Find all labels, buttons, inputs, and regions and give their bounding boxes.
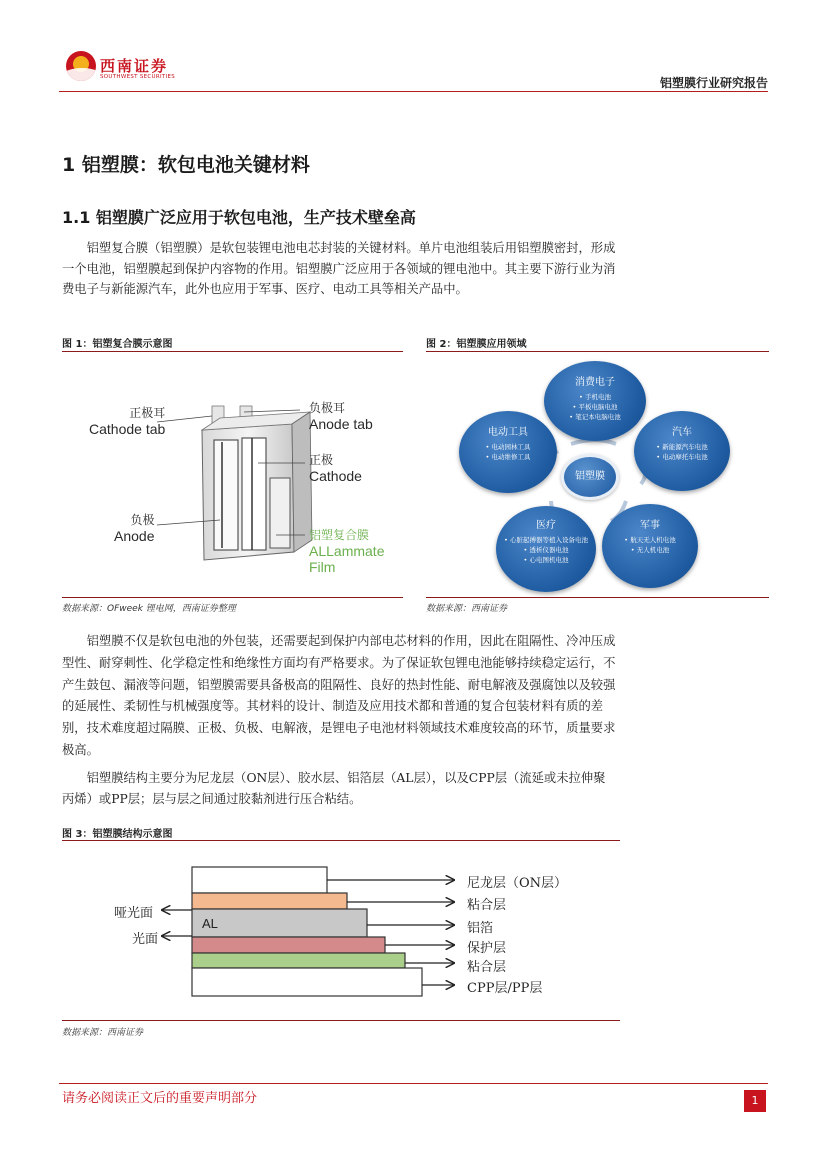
figure1-diagram: [62, 360, 403, 596]
matte-side-label: 哑光面: [114, 906, 154, 921]
node-consumer-electronics: 消费电子 • 手机电池 • 平板电脑电池 • 笔记本电脑电池: [544, 361, 646, 441]
logo-mark: [66, 51, 96, 81]
label-adhesive-2: 粘合层: [467, 960, 507, 975]
figure3-source: 数据来源：西南证券: [62, 1028, 144, 1038]
film-label: 铝塑复合膜 ALLammate Film: [309, 528, 385, 575]
page-number: 1: [744, 1090, 766, 1112]
figure2-caption: 图 2：铝塑膜应用领域: [426, 339, 527, 350]
section-heading: 1 铝塑膜：软包电池关键材料: [62, 154, 310, 176]
figure1-caption: 图 1：铝塑复合膜示意图: [62, 339, 173, 350]
figure3-bottom-rule: [62, 1020, 620, 1021]
cathode-tab-label: 正极耳 Cathode tab: [89, 406, 166, 437]
subsection-heading: 1.1 铝塑膜广泛应用于软包电池，生产技术壁垒高: [62, 208, 416, 227]
node-automotive: 汽车 • 新能源汽车电池 • 电动摩托车电池: [634, 411, 730, 491]
layer-adhesive-2: [192, 953, 405, 968]
figure1-bottom-rule: [62, 597, 403, 598]
al-label: AL: [202, 916, 218, 931]
figure1-source: 数据来源：OFweek 锂电网，西南证券整理: [62, 604, 236, 614]
label-protective: 保护层: [467, 941, 507, 956]
node-military: 军事 • 航天无人机电池 • 无人机电池: [602, 504, 698, 588]
node-medical: 医疗 • 心脏起搏器等植入设备电池 • 透析仪器电池 • 心电图机电池: [496, 506, 596, 592]
anode-label: 负极 Anode: [114, 513, 155, 544]
paragraph-requirements: 铝塑膜不仅是软包电池的外包装，还需要起到保护内部电芯材料的作用，因此在阻隔性、冷冲压成型性、耐穿刺性、化学稳定性和绝缘性方面均有严格要求。为了保证软包锂电池能够持续稳定运行，不产生鼓包、漏液等问题，铝塑膜需要具备极高的阻隔性、良好的热封性能、耐电解液及强腐蚀以及较强的延展性、柔韧性与机械强度等。其材料的设计、制造及应用技术都和普通的复合包装材料有质的差别，技术难度超过隔膜、正极、负极、电解液，是锂电子电池材料领域技术难度较高的环节，质量要求极高。: [62, 634, 616, 757]
paragraph-structure: 铝塑膜结构主要分为尼龙层（ON层）、胶水层、铝箔层（AL层），以及CPP层（流延或未拉伸聚丙烯）或PP层；层与层之间通过胶黏剂进行压合粘结。: [62, 771, 606, 806]
label-adhesive-1: 粘合层: [467, 898, 507, 913]
layer-protective: [192, 937, 385, 953]
report-title: 铝塑膜行业研究报告: [659, 76, 768, 90]
figure3-caption: 图 3：铝塑膜结构示意图: [62, 829, 173, 840]
node-power-tools: 电动工具 • 电动园林工具 • 电动维修工具: [459, 411, 557, 493]
logo-text-cn: 西南证券: [100, 57, 169, 75]
layer-aluminum: [192, 909, 367, 937]
label-aluminum: 铝箔: [467, 921, 494, 936]
figure3-top-rule: [62, 840, 620, 841]
footer-divider: [59, 1083, 768, 1084]
figure2-bottom-rule: [426, 597, 769, 598]
figure2-top-rule: [426, 351, 769, 352]
label-nylon: 尼龙层（ON层）: [467, 876, 568, 891]
header-divider: [59, 91, 768, 92]
logo-text-en: SOUTHWEST SECURITIES: [100, 74, 176, 80]
figure1-top-rule: [62, 351, 403, 352]
anode-tab-label: 负极耳 Anode tab: [309, 401, 373, 432]
label-cpp: CPP层/PP层: [467, 981, 543, 996]
layer-nylon: [192, 867, 327, 893]
cathode-label: 正极 Cathode: [309, 453, 362, 484]
layer-adhesive-1: [192, 893, 347, 909]
layer-cpp: [192, 968, 422, 996]
figure2-diagram: [426, 356, 769, 596]
figure3-diagram: [62, 845, 620, 1017]
glossy-side-label: 光面: [132, 932, 159, 947]
figure2-source: 数据来源：西南证券: [426, 604, 508, 614]
footer-disclaimer: 请务必阅读正文后的重要声明部分: [62, 1091, 258, 1106]
center-node: 铝塑膜: [561, 454, 619, 500]
paragraph-intro: 铝塑复合膜（铝塑膜）是软包装锂电池电芯封装的关键材料。单片电池组装后用铝塑膜密封，形成一个电池，铝塑膜起到保护内容物的作用。铝塑膜广泛应用于各领域的锂电池中。其主要下游行业为消费电子与新能源汽车，此外也应用于军事、医疗、电动工具等相关产品中。: [62, 241, 616, 296]
